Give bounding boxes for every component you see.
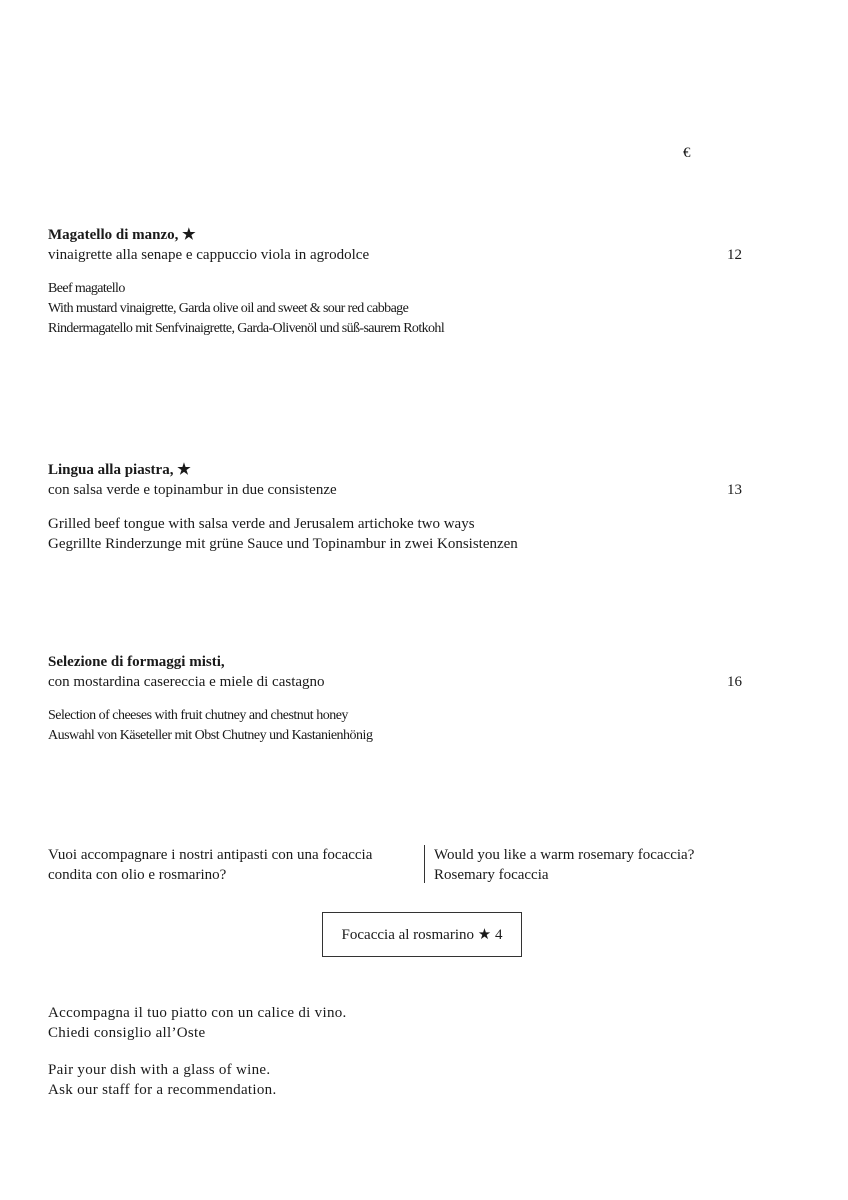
dish-description: vinaigrette alla senape e cappuccio viola in agrodolce [48,247,370,263]
menu-item-formaggi [48,652,742,746]
wine-note-english [48,1060,277,1100]
focaccia-label: Focaccia al rosmarino ★ 4 [341,927,503,943]
dish-translations [48,279,708,339]
dish-price: 16 [727,674,742,690]
dish-price: 12 [727,247,742,263]
text-line: Rosemary focaccia [434,867,549,883]
translation-line: Selection of cheeses with fruit chutney and chestnut honey [48,708,348,723]
text-line: Pair your dish with a glass of wine. [48,1062,271,1078]
menu-item-magatello [48,225,742,339]
translation-line: Auswahl von Käseteller mit Obst Chutney und Kastanienhönig [48,728,373,743]
menu-item-lingua [48,460,742,554]
translation-line: Gegrillte Rinderzunge mit grüne Sauce und Topinambur in zwei Konsistenzen [48,536,518,552]
text-line: condita con olio e rosmarino? [48,867,227,883]
dish-title: Lingua alla piastra, ★ [48,462,191,478]
focaccia-price-box [322,912,522,957]
text-line: Vuoi accompagnare i nostri antipasti con una focaccia [48,847,373,863]
dish-translations [48,514,708,554]
text-line: Would you like a warm rosemary focaccia? [434,847,695,863]
dish-translations [48,706,708,746]
text-line: Ask our staff for a recommendation. [48,1082,277,1098]
vertical-divider [424,845,425,883]
dish-description: con mostardina casereccia e miele di castagno [48,674,325,690]
wine-note-italian [48,1003,347,1043]
focaccia-question-italian [48,845,418,885]
translation-line: With mustard vinaigrette, Garda olive oil and sweet & sour red cabbage [48,301,409,316]
dish-price: 13 [727,482,742,498]
text-line: Chiedi consiglio all’Oste [48,1025,206,1041]
translation-line: Rindermagatello mit Senfvinaigrette, Garda-Olivenöl und süß-saurem Rotkohl [48,321,445,336]
dish-title: Selezione di formaggi misti, [48,654,225,670]
dish-title: Magatello di manzo, ★ [48,227,196,243]
dish-description: con salsa verde e topinambur in due consistenze [48,482,337,498]
text-line: Accompagna il tuo piatto con un calice di vino. [48,1005,347,1021]
focaccia-question-english [434,845,764,885]
translation-line: Beef magatello [48,281,125,296]
focaccia-offer [48,845,768,885]
translation-line: Grilled beef tongue with salsa verde and Jerusalem artichoke two ways [48,516,475,532]
currency-header: € [683,145,691,161]
